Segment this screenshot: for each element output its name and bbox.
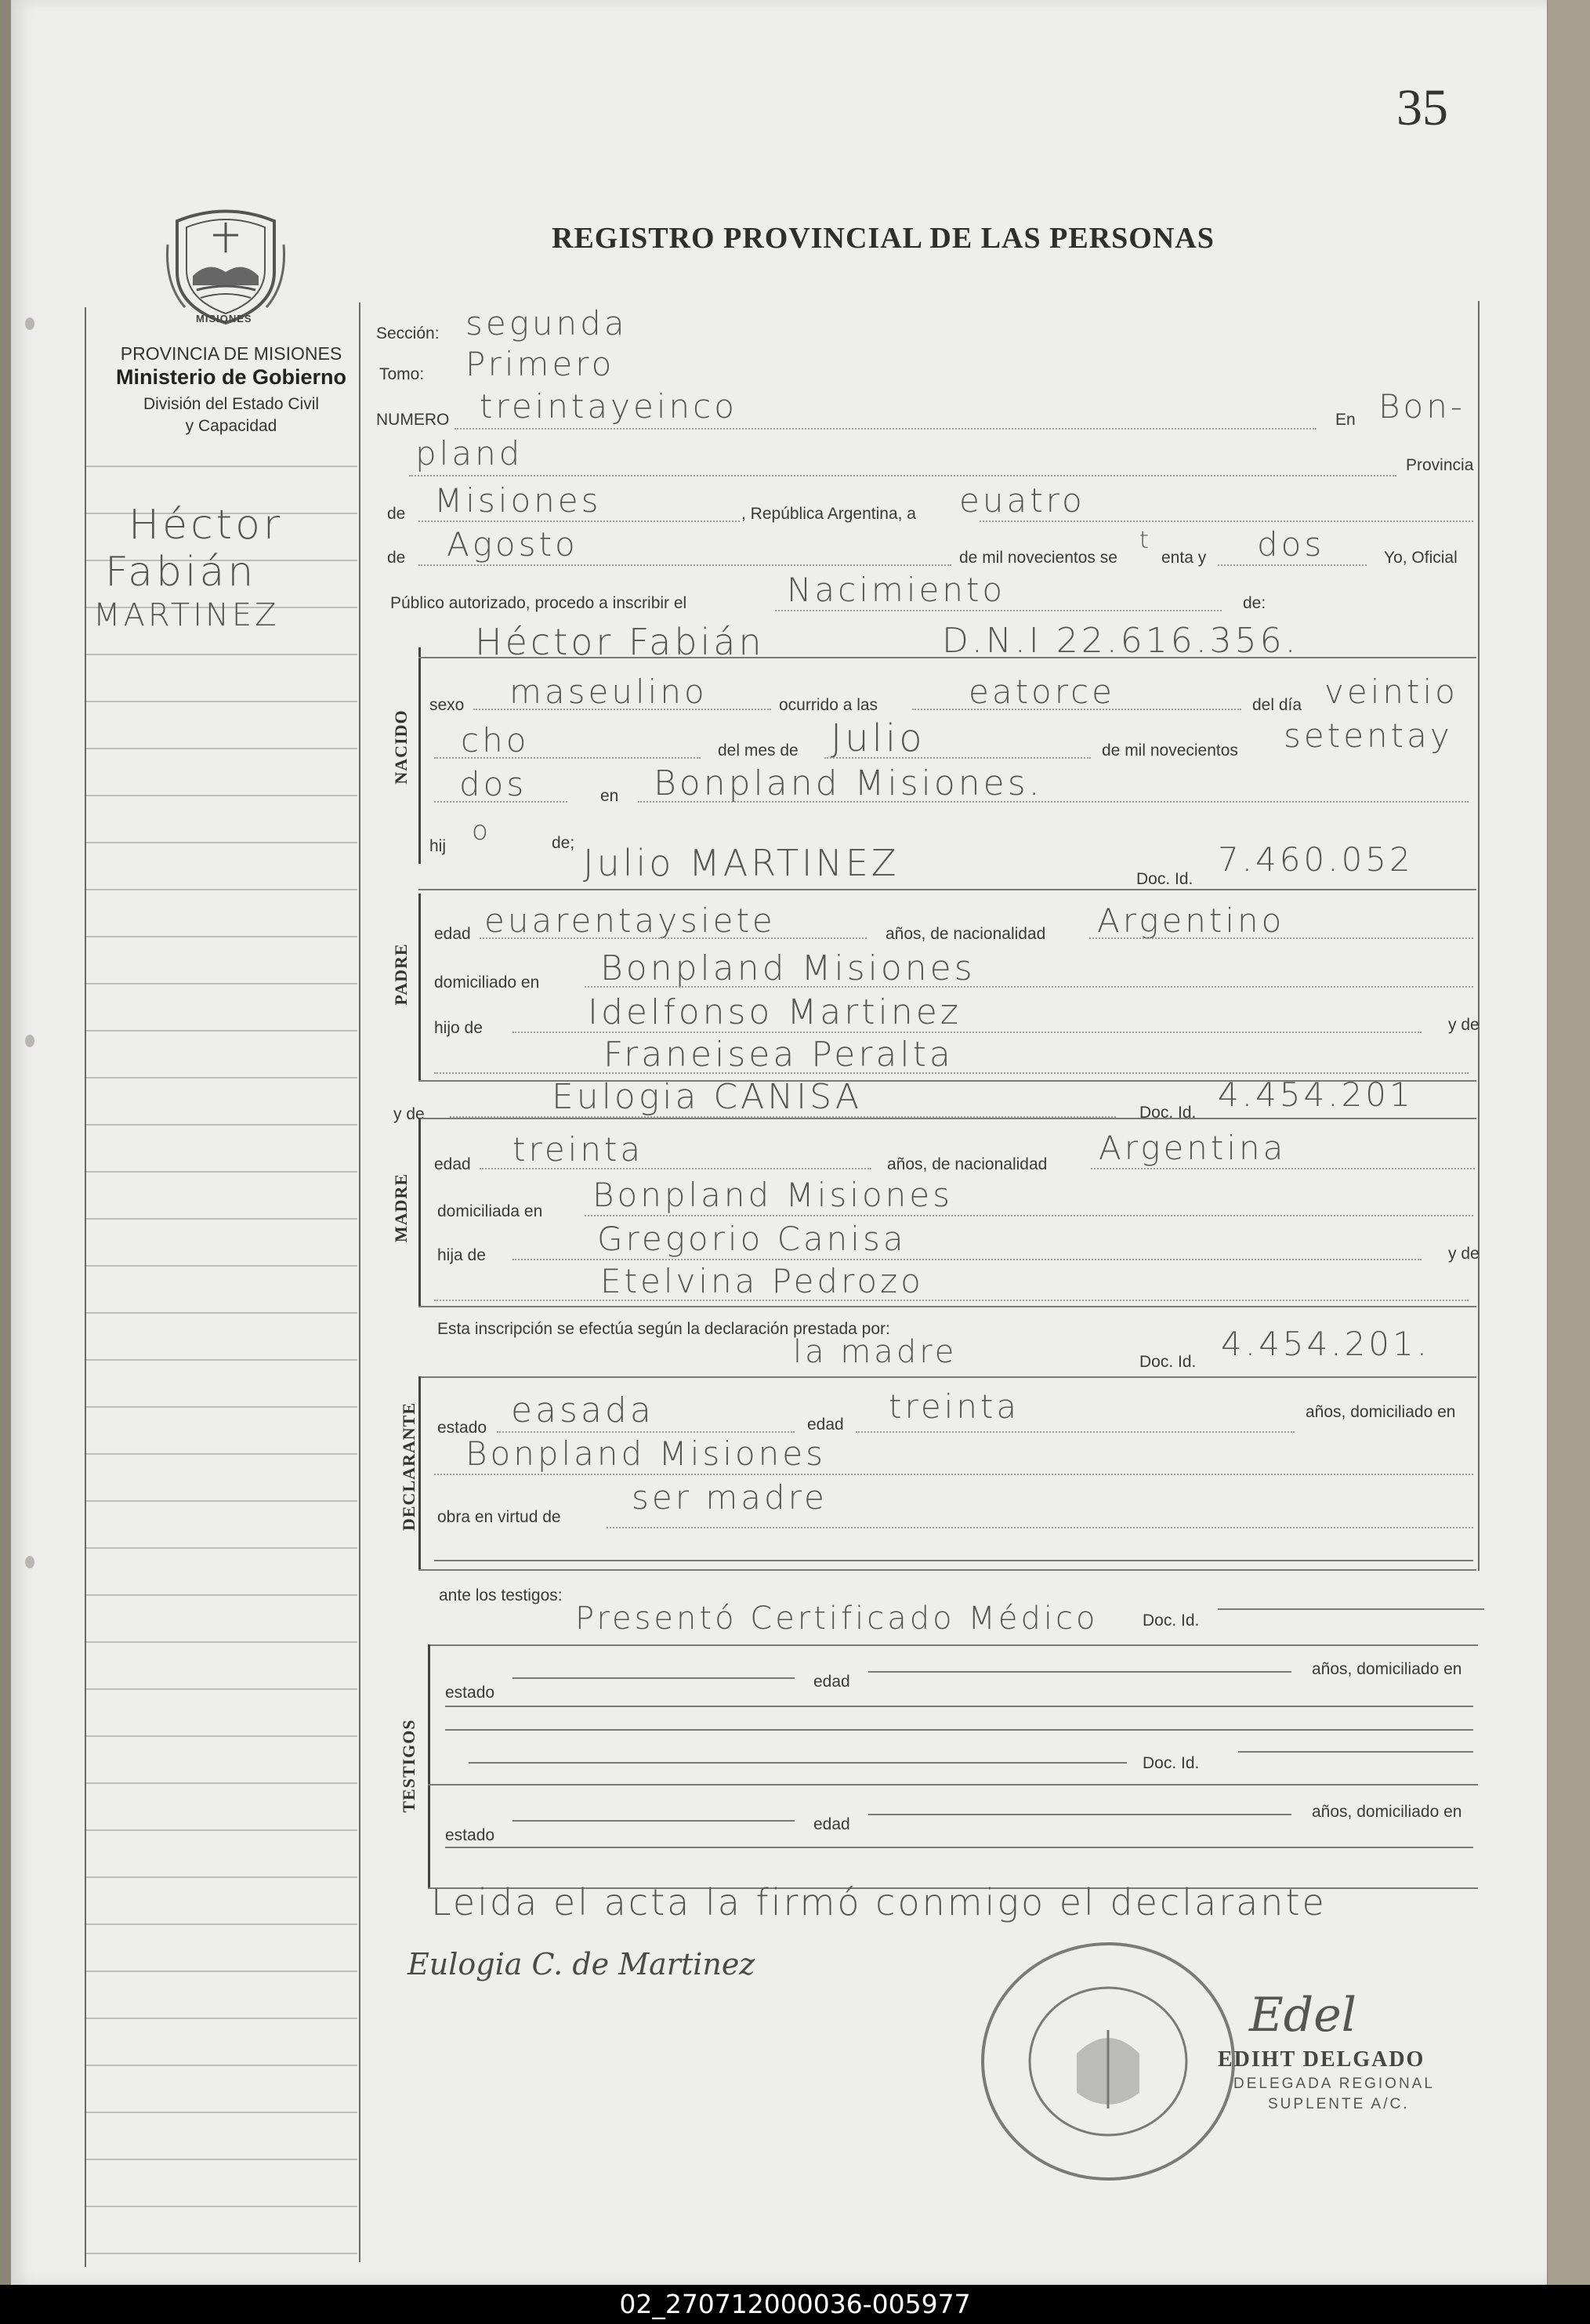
nacido-name-value: Héctor Fabián bbox=[475, 621, 765, 663]
margin-rule bbox=[86, 842, 357, 843]
decl-edad-value: treinta bbox=[889, 1387, 1020, 1426]
decl-domicilio-value: Bonpland Misiones bbox=[465, 1434, 827, 1473]
binding-hole bbox=[25, 1035, 34, 1047]
declarante-extra-rule bbox=[434, 1560, 1473, 1561]
de-colon-label: de: bbox=[1243, 594, 1266, 612]
binding-hole bbox=[25, 1556, 34, 1568]
padre-nac-value: Argentino bbox=[1097, 901, 1285, 940]
hij-suffix-value: o bbox=[472, 815, 491, 847]
margin-rule bbox=[86, 1971, 357, 1972]
testigos-value: Presentó Certificado Médico bbox=[575, 1601, 1099, 1637]
madre-edad-value: treinta bbox=[512, 1130, 644, 1169]
testigo1-edad-label: edad bbox=[813, 1673, 850, 1691]
madre-hija-value-2: Etelvina Pedrozo bbox=[600, 1262, 924, 1300]
tomo-value: Primero bbox=[465, 345, 615, 383]
testigo2-estado-label: estado bbox=[445, 1826, 495, 1844]
margin-rule bbox=[86, 983, 357, 984]
margin-rule bbox=[86, 1829, 357, 1831]
margin-rule bbox=[86, 2065, 357, 2066]
ano-nac-value: setentay bbox=[1284, 716, 1453, 755]
testigo1-edad-line bbox=[868, 1671, 1291, 1673]
padre-y-de-label: y de bbox=[1448, 1016, 1480, 1034]
declarante-doc-label: Doc. Id. bbox=[1139, 1353, 1197, 1371]
madre-doc-label: Doc. Id. bbox=[1139, 1104, 1197, 1122]
en2-label: en bbox=[600, 787, 619, 805]
padre-edad-line bbox=[480, 937, 867, 939]
official-title-2: SUPLENTE A/C. bbox=[1268, 2096, 1410, 2112]
padre-domicilio-line bbox=[585, 986, 1473, 988]
padre-section-label: PADRE bbox=[391, 943, 411, 1006]
margin-rule bbox=[86, 2253, 357, 2254]
dia-cont-value: cho bbox=[461, 721, 530, 760]
left-column-border bbox=[85, 307, 86, 2267]
ocurrido-label: ocurrido a las bbox=[779, 696, 878, 714]
mes-line bbox=[418, 564, 951, 566]
madre-nombre-value: Eulogia CANISA bbox=[552, 1077, 862, 1117]
right-border bbox=[1478, 301, 1480, 1571]
margin-rule bbox=[86, 1547, 357, 1549]
madre-nac-value: Argentina bbox=[1099, 1129, 1287, 1167]
testigo2-edad-label: edad bbox=[813, 1815, 850, 1833]
margin-rule bbox=[86, 701, 357, 702]
decl-domicilio-line bbox=[434, 1474, 1473, 1475]
margin-rule bbox=[86, 2159, 357, 2160]
padre-edad-label: edad bbox=[434, 925, 471, 943]
declarante-bottom-rule bbox=[418, 1569, 1476, 1571]
mes-value: Agosto bbox=[447, 525, 578, 564]
decl-estado-value: easada bbox=[511, 1390, 654, 1430]
numero-value: treintayeinco bbox=[480, 387, 737, 426]
madre-y-de-label-2: y de bbox=[1448, 1245, 1480, 1263]
en-value-cont: pland bbox=[415, 434, 523, 473]
madre-domicilio-value: Bonpland Misiones bbox=[592, 1176, 954, 1214]
padre-hijo-line-1 bbox=[512, 1031, 1422, 1033]
seal-bottom-text: MISIONES bbox=[196, 313, 252, 324]
testigo1-anos-label: años, domiciliado en bbox=[1312, 1660, 1462, 1678]
official-name: EDIHT DELGADO bbox=[1218, 2047, 1425, 2072]
margin-name-first: Héctor bbox=[129, 502, 284, 549]
nacido-bottom-rule bbox=[418, 889, 1476, 890]
madre-bottom-rule bbox=[418, 1306, 1476, 1307]
margin-rule bbox=[86, 1688, 357, 1690]
decl-edad-label: edad bbox=[807, 1416, 844, 1434]
margin-rule bbox=[86, 1077, 357, 1079]
ministry-label: Ministerio de Gobierno bbox=[115, 365, 347, 389]
de-mil-nov-label: de mil novecientos bbox=[1102, 741, 1238, 760]
margin-rule bbox=[86, 2206, 357, 2207]
testigo1-domicilio-line-1 bbox=[445, 1706, 1473, 1707]
registry-stamp-icon bbox=[975, 1936, 1241, 2187]
margin-rule bbox=[86, 1265, 357, 1267]
binding-hole bbox=[25, 317, 34, 330]
madre-hija-value-1: Gregorio Canisa bbox=[597, 1220, 907, 1258]
ano-value: dos bbox=[1257, 525, 1325, 564]
testigos-section-label: TESTIGOS bbox=[399, 1719, 418, 1813]
acto-value: Nacimiento bbox=[787, 571, 1006, 609]
de-label-2: de bbox=[387, 549, 406, 567]
tomo-label: Tomo: bbox=[379, 365, 425, 383]
numero-label: NUMERO bbox=[376, 411, 450, 429]
decl-edad-line bbox=[856, 1431, 1295, 1433]
enta-y-label: enta y bbox=[1161, 549, 1207, 567]
testigo1-name-line bbox=[469, 1762, 1127, 1764]
margin-rule bbox=[86, 1359, 357, 1361]
margin-rule bbox=[86, 1641, 357, 1643]
padre-edad-value: euarentaysiete bbox=[484, 901, 776, 940]
provincia-label: Provincia bbox=[1406, 456, 1474, 474]
padre-doc-value: 7.460.052 bbox=[1218, 840, 1414, 879]
padre-hijo-label: hijo de bbox=[434, 1019, 483, 1037]
padre-nac-label: años, de nacionalidad bbox=[886, 925, 1046, 943]
padre-nac-line bbox=[1089, 937, 1473, 939]
en-label: En bbox=[1335, 411, 1356, 429]
ano-nac-cont-value: dos bbox=[459, 765, 527, 803]
padre-domicilio-label: domiciliado en bbox=[434, 973, 540, 992]
sexo-label: sexo bbox=[429, 696, 465, 714]
margin-rule bbox=[86, 1030, 357, 1031]
ano-line bbox=[1218, 564, 1367, 566]
margin-rule bbox=[86, 936, 357, 937]
madre-hija-line-2 bbox=[434, 1300, 1469, 1301]
margin-rule bbox=[86, 1312, 357, 1314]
capacity-label: y Capacidad bbox=[185, 417, 277, 435]
testigos-doc-label: Doc. Id. bbox=[1143, 1612, 1200, 1630]
declarant-signature: Eulogia C. de Martinez bbox=[407, 1947, 755, 1981]
book-cover-edge bbox=[1548, 0, 1590, 2289]
padre-hijo-value-2: Franeisea Peralta bbox=[603, 1035, 954, 1075]
lugar-nac-value: Bonpland Misiones. bbox=[654, 763, 1043, 803]
provincia-line bbox=[418, 520, 740, 522]
sexo-value: maseulino bbox=[509, 673, 708, 711]
declarante-value: la madre bbox=[793, 1334, 958, 1370]
margin-rule bbox=[86, 654, 357, 655]
acto-line bbox=[775, 610, 1222, 611]
de-label-1: de bbox=[387, 505, 406, 523]
decl-obra-label: obra en virtud de bbox=[437, 1508, 561, 1526]
testigo2-domicilio-line bbox=[445, 1847, 1473, 1848]
madre-y-de-label: y de bbox=[393, 1105, 425, 1123]
nacido-section-border bbox=[418, 647, 421, 864]
center-column-border bbox=[359, 303, 360, 2262]
testigos-doc-line bbox=[1218, 1608, 1484, 1610]
margin-rule bbox=[86, 1594, 357, 1596]
en-value: Bon- bbox=[1378, 387, 1465, 426]
esta-inscripcion-label: Esta inscripción se efectúa según la declaración prestada por: bbox=[437, 1320, 890, 1338]
declarante-top-rule bbox=[418, 1376, 1476, 1378]
numero-line bbox=[455, 428, 1317, 430]
madre-nac-label: años, de nacionalidad bbox=[887, 1155, 1048, 1173]
margin-rule bbox=[86, 1406, 357, 1408]
lugar-nac-line bbox=[638, 801, 1469, 803]
province-seal-icon bbox=[161, 198, 290, 329]
madre-hija-line-1 bbox=[512, 1259, 1422, 1260]
nacido-section-label: NACIDO bbox=[391, 709, 411, 785]
madre-edad-label: edad bbox=[434, 1155, 471, 1173]
testigo1-doc-line bbox=[1238, 1751, 1473, 1753]
seccion-value: segunda bbox=[465, 304, 628, 343]
margin-rule bbox=[86, 1218, 357, 1220]
decl-obra-value: ser madre bbox=[632, 1478, 828, 1517]
margin-rule bbox=[86, 795, 357, 796]
testigos-middle-rule bbox=[428, 1784, 1478, 1786]
footer-caption: 02_270712000036-005977 bbox=[0, 2285, 1590, 2324]
nacido-dni-value: D.N.I 22.616.356. bbox=[942, 621, 1299, 661]
madre-nac-line bbox=[1091, 1168, 1475, 1169]
dia-escrito-value: euatro bbox=[959, 481, 1085, 520]
decl-estado-label: estado bbox=[437, 1419, 487, 1437]
mil-nov-label: de mil novecientos se bbox=[959, 549, 1117, 567]
closing-text: Leida el acta la firmó conmigo el declarante bbox=[431, 1881, 1327, 1923]
en-cont-line bbox=[409, 475, 1396, 477]
margin-rule bbox=[86, 1782, 357, 1784]
de-semicolon-label: de; bbox=[552, 834, 575, 852]
province-label: PROVINCIA DE MISIONES bbox=[120, 343, 342, 364]
dia-value: veintio bbox=[1324, 673, 1458, 711]
page-title: REGISTRO PROVINCIAL DE LAS PERSONAS bbox=[552, 222, 1215, 255]
margin-rule bbox=[86, 1923, 357, 1925]
seccion-label: Sección: bbox=[376, 324, 440, 343]
madre-domicilio-label: domiciliada en bbox=[437, 1202, 543, 1220]
hora-line bbox=[912, 709, 1241, 710]
padre-domicilio-value: Bonpland Misiones bbox=[600, 948, 976, 988]
madre-hija-label: hija de bbox=[437, 1246, 486, 1264]
testigo2-edad-line bbox=[868, 1814, 1291, 1815]
madre-top-rule bbox=[418, 1118, 1476, 1119]
testigo2-estado-line bbox=[512, 1820, 795, 1822]
official-signature: Edel bbox=[1249, 1988, 1356, 2043]
decl-obra-line bbox=[607, 1527, 1473, 1528]
margin-name-second: Fabián bbox=[105, 549, 257, 596]
mes-nac-line bbox=[824, 757, 1091, 759]
document-page bbox=[11, 0, 1547, 2285]
madre-section-label: MADRE bbox=[391, 1173, 411, 1243]
ante-testigos-label: ante los testigos: bbox=[439, 1586, 563, 1604]
margin-rule bbox=[86, 2018, 357, 2019]
padre-hijo-line-2 bbox=[434, 1072, 1469, 1074]
del-mes-label: del mes de bbox=[718, 741, 799, 760]
provincia-value: Misiones bbox=[434, 481, 602, 520]
testigos-section-border bbox=[428, 1644, 430, 1887]
margin-rule bbox=[86, 1453, 357, 1455]
margin-rule bbox=[86, 889, 357, 890]
yo-oficial-label: Yo, Oficial bbox=[1384, 549, 1458, 567]
republica-label: , República Argentina, a bbox=[741, 505, 916, 523]
margin-name-surname: MARTINEZ bbox=[93, 597, 280, 633]
dia-escrito-line bbox=[980, 520, 1473, 522]
testigo1-domicilio-line-2 bbox=[445, 1729, 1473, 1731]
dia-cont-line bbox=[434, 757, 701, 759]
padre-hijo-value-1: Idelfonso Martinez bbox=[588, 992, 962, 1032]
division-label: División del Estado Civil bbox=[143, 395, 320, 413]
testigo1-estado-label: estado bbox=[445, 1684, 495, 1702]
padre-doc-label: Doc. Id. bbox=[1136, 870, 1193, 888]
decl-estado-line bbox=[497, 1431, 795, 1433]
margin-rule bbox=[86, 748, 357, 749]
madre-section-border bbox=[418, 1118, 421, 1306]
margin-rule bbox=[86, 1735, 357, 1737]
margin-rule bbox=[86, 1171, 357, 1173]
declarante-section-label: DECLARANTE bbox=[399, 1401, 418, 1531]
decl-anos-label: años, domiciliado en bbox=[1306, 1403, 1456, 1421]
testigo1-doc-label: Doc. Id. bbox=[1143, 1754, 1200, 1772]
margin-rule bbox=[86, 1124, 357, 1126]
page-number: 35 bbox=[1396, 79, 1448, 136]
padre-section-border bbox=[418, 894, 421, 1080]
testigo1-estado-line bbox=[512, 1677, 795, 1679]
margin-rule bbox=[86, 466, 357, 467]
del-dia-label: del día bbox=[1252, 696, 1302, 714]
margin-rule bbox=[86, 2112, 357, 2113]
madre-domicilio-line bbox=[585, 1215, 1473, 1216]
testigos-top-rule bbox=[428, 1644, 1478, 1646]
hij-label: hij bbox=[429, 837, 447, 855]
mes-nac-value: Julio bbox=[831, 716, 925, 760]
testigo2-anos-label: años, domiciliado en bbox=[1312, 1803, 1462, 1821]
margin-rule bbox=[86, 1500, 357, 1502]
margin-rule bbox=[86, 1876, 357, 1878]
ano-t-value: t bbox=[1139, 527, 1152, 554]
sexo-line bbox=[473, 709, 771, 710]
official-title-1: DELEGADA REGIONAL bbox=[1233, 2076, 1435, 2092]
padre-nombre-value: Julio MARTINEZ bbox=[583, 842, 900, 884]
hora-value: eatorce bbox=[969, 673, 1116, 711]
declarante-doc-value: 4.454.201. bbox=[1221, 1325, 1431, 1363]
madre-doc-value: 4.454.201 bbox=[1218, 1075, 1414, 1114]
publico-label: Público autorizado, procedo a inscribir el bbox=[390, 594, 687, 612]
ano-nac-cont-line bbox=[434, 801, 567, 803]
madre-edad-line bbox=[480, 1168, 871, 1169]
